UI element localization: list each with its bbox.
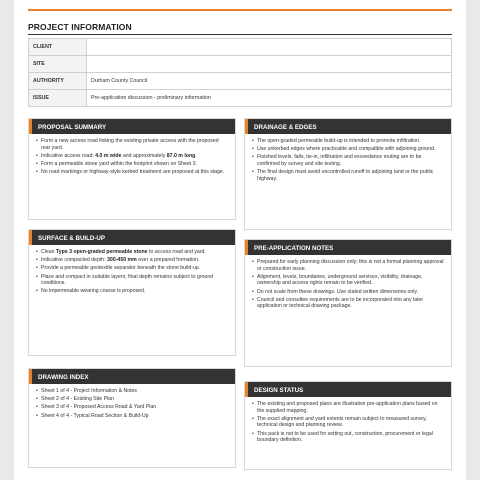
page-title: PROJECT INFORMATION [28,22,132,32]
bullet-list [36,249,228,295]
row-value-client [87,39,452,56]
drawing-sheet [14,0,466,480]
panel-header [245,382,451,397]
accent-rule [28,9,452,11]
panel-title: DRAWING INDEX [38,374,89,381]
panel-title: PROPOSAL SUMMARY [38,124,107,131]
bullet-list [252,138,444,182]
list-item: • Form a new access road linking the existing private access with the proposed rear yard. [36,138,228,151]
list-item: • Do not scale from these drawings. Use stated written dimensions only. [252,289,444,296]
list-item: • No impermeable wearing course is proposed. [36,288,228,295]
table-row [29,39,452,56]
list-item: • This pack is not to be used for setting out, construction, procurement or legal boundary definition. [252,431,444,444]
panel-header [29,369,235,384]
list-item: • Form a permeable stone yard within the footprint shown on Sheet 3. [36,161,228,168]
design-status-panel [244,381,452,470]
drainage-edges-panel [244,118,452,230]
row-label-client: CLIENT [29,39,87,56]
table-row [29,90,452,107]
panel-title: DRAINAGE & EDGES [254,124,317,131]
project-info-table [28,38,452,107]
bullet-list [36,138,228,176]
list-item: • The final design must avoid uncontrolled runoff to adjoining land or the public highway. [252,169,444,182]
bullet-list [252,401,444,444]
bullet-list [252,259,444,310]
list-item: • Sheet 2 of 4 - Existing Site Plan [36,396,228,403]
row-label-issue: ISSUE [29,90,87,107]
panel-title: SURFACE & BUILD-UP [38,235,106,242]
panel-header [245,119,451,134]
list-item: • The existing and proposed plans are illustrative pre-application plans based on the supplied mapping. [252,401,444,414]
row-value-site [87,56,452,73]
row-label-site: SITE [29,56,87,73]
row-label-authority: AUTHORITY [29,73,87,90]
panel-header [29,119,235,134]
row-value-issue: Pre-application discussion - preliminary information [87,90,452,107]
list-item: • Place and compact in suitable layers; final depth remains subject to ground conditions. [36,274,228,287]
row-value-authority: Durham County Council [87,73,452,90]
list-item: • Sheet 1 of 4 - Project Information & Notes [36,388,228,395]
proposal-summary-panel [28,118,236,220]
list-item: • Finished levels, falls, tie-in, infiltration and exceedance routing are to be confirmed by survey and site testing. [252,154,444,167]
bullet-list [36,388,228,419]
drawing-index-panel [28,368,236,468]
panel-title: DESIGN STATUS [254,387,304,394]
list-item: • Alignment, levels, boundaries, underground services, visibility, drainage, ownership and access rights remain to be verified. [252,274,444,287]
list-item: • Provide a permeable geotextile separator beneath the stone build-up. [36,265,228,272]
list-item: • The exact alignment and yard extents remain subject to measured survey, technical design and planning review. [252,416,444,429]
list-item: • Indicative access road: 4.0 m wide and approximately 87.0 m long. [36,153,228,160]
surface-buildup-panel [28,229,236,356]
table-row [29,73,452,90]
list-item: • Sheet 4 of 4 - Typical Road Section & Build-Up [36,413,228,420]
panel-header [29,230,235,245]
panel-header [245,240,451,255]
pre-application-notes-panel [244,239,452,367]
panel-title: PRE-APPLICATION NOTES [254,245,334,252]
list-item: • Prepared for early planning discussion only; this is not a formal planning approval or construction issue. [252,259,444,272]
list-item: • Indicative compacted depth: 300-450 mm over a prepared formation. [36,257,228,264]
title-rule [28,34,452,35]
list-item: • Council and consultee requirements are to be incorporated into any later application or technical drawing package. [252,297,444,310]
list-item: • Sheet 3 of 4 - Proposed Access Road & Yard Plan [36,404,228,411]
table-row [29,56,452,73]
list-item: • No road markings or highway-style kerbed treatment are proposed at this stage. [36,169,228,176]
list-item: • Clean Type 3 open-graded permeable stone to access road and yard. [36,249,228,256]
list-item: • Use unkerbed edges where practicable and compatible with adjoining ground. [252,146,444,153]
list-item: • The open-graded permeable build-up is intended to promote infiltration. [252,138,444,145]
